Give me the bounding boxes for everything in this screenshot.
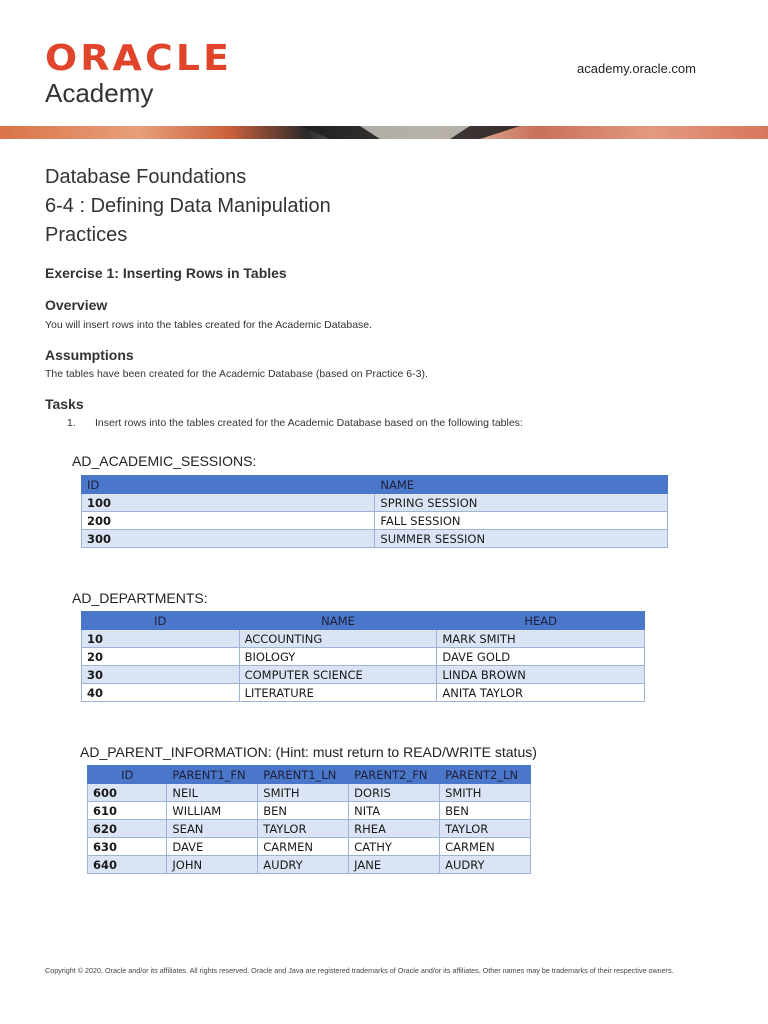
- table-cell: SMITH: [258, 784, 349, 802]
- column-header: HEAD: [437, 612, 645, 630]
- table-header-row: [82, 476, 668, 494]
- column-header: PARENT2_LN: [440, 766, 531, 784]
- table-cell: LINDA BROWN: [437, 666, 645, 684]
- table-cell: SUMMER SESSION: [375, 530, 668, 548]
- tasks-heading: Tasks: [45, 396, 84, 412]
- logo-academy-text: Academy: [45, 78, 154, 108]
- table-cell: ACCOUNTING: [239, 630, 437, 648]
- page-title: [45, 163, 331, 250]
- table-cell: 100: [82, 494, 375, 512]
- table-cell: RHEA: [349, 820, 440, 838]
- table-cell: JOHN: [167, 856, 258, 874]
- table-cell: CARMEN: [440, 838, 531, 856]
- table-cell: 300: [82, 530, 375, 548]
- table-cell: FALL SESSION: [375, 512, 668, 530]
- table-row: [88, 820, 531, 838]
- table-cell: BIOLOGY: [239, 648, 437, 666]
- table-cell: DAVE: [167, 838, 258, 856]
- title-line-2: 6-4 : Defining Data Manipulation: [45, 195, 331, 217]
- table-cell: LITERATURE: [239, 684, 437, 702]
- table-cell: 30: [82, 666, 240, 684]
- table-cell: CARMEN: [258, 838, 349, 856]
- title-line-1: Database Foundations: [45, 166, 247, 188]
- decorative-banner: [0, 126, 768, 139]
- table-cell: BEN: [258, 802, 349, 820]
- copyright-footer: Copyright © 2020, Oracle and/or its affiliates. All rights reserved. Oracle and Java are registered trademarks of Oracle and/or its affiliates. Other names may be trademarks of their respective owners.: [45, 966, 674, 975]
- departments-table: [81, 611, 645, 702]
- parents-table-label: AD_PARENT_INFORMATION: (Hint: must return to READ/WRITE status): [80, 744, 537, 760]
- table-cell: JANE: [349, 856, 440, 874]
- table-cell: 630: [88, 838, 167, 856]
- table-row: [82, 684, 645, 702]
- table-cell: NITA: [349, 802, 440, 820]
- table-cell: DORIS: [349, 784, 440, 802]
- table-row: [88, 856, 531, 874]
- table-row: [82, 648, 645, 666]
- column-header: PARENT1_FN: [167, 766, 258, 784]
- column-header: PARENT1_LN: [258, 766, 349, 784]
- task-number: 1.: [67, 417, 76, 429]
- table-cell: CATHY: [349, 838, 440, 856]
- logo-oracle-text: ORACLE: [45, 38, 233, 79]
- overview-heading: Overview: [45, 297, 108, 313]
- table-cell: COMPUTER SCIENCE: [239, 666, 437, 684]
- overview-text: You will insert rows into the tables created for the Academic Database.: [45, 319, 373, 331]
- table-row: [82, 630, 645, 648]
- parents-table: [87, 765, 531, 874]
- table-cell: AUDRY: [258, 856, 349, 874]
- title-line-3: Practices: [45, 224, 128, 246]
- table-cell: WILLIAM: [167, 802, 258, 820]
- table-cell: AUDRY: [440, 856, 531, 874]
- table-row: [88, 838, 531, 856]
- table-cell: TAYLOR: [440, 820, 531, 838]
- column-header: ID: [82, 476, 375, 494]
- table-row: [88, 784, 531, 802]
- table-cell: 600: [88, 784, 167, 802]
- table-cell: SPRING SESSION: [375, 494, 668, 512]
- table-header-row: [88, 766, 531, 784]
- table-cell: TAYLOR: [258, 820, 349, 838]
- task-text: Insert rows into the tables created for the Academic Database based on the following tables:: [95, 417, 523, 429]
- table-cell: 610: [88, 802, 167, 820]
- table-row: [82, 666, 645, 684]
- table-cell: 640: [88, 856, 167, 874]
- column-header: PARENT2_FN: [349, 766, 440, 784]
- exercise-heading: Exercise 1: Inserting Rows in Tables: [45, 265, 287, 281]
- table-row: [88, 802, 531, 820]
- table-header-row: [82, 612, 645, 630]
- table-row: [82, 512, 668, 530]
- departments-table-label: AD_DEPARTMENTS:: [72, 590, 208, 606]
- table-cell: SEAN: [167, 820, 258, 838]
- table-cell: 40: [82, 684, 240, 702]
- assumptions-heading: Assumptions: [45, 347, 134, 363]
- table-row: [82, 530, 668, 548]
- table-cell: 200: [82, 512, 375, 530]
- column-header: NAME: [239, 612, 437, 630]
- column-header: NAME: [375, 476, 668, 494]
- assumptions-text: The tables have been created for the Academic Database (based on Practice 6-3).: [45, 368, 428, 380]
- column-header: ID: [88, 766, 167, 784]
- table-cell: 20: [82, 648, 240, 666]
- table-cell: 620: [88, 820, 167, 838]
- table-cell: DAVE GOLD: [437, 648, 645, 666]
- table-row: [82, 494, 668, 512]
- table-cell: 10: [82, 630, 240, 648]
- table-cell: MARK SMITH: [437, 630, 645, 648]
- site-url: academy.oracle.com: [577, 61, 696, 76]
- table-cell: NEIL: [167, 784, 258, 802]
- table-cell: BEN: [440, 802, 531, 820]
- oracle-academy-logo: [45, 38, 233, 108]
- column-header: ID: [82, 612, 240, 630]
- sessions-table: [81, 475, 668, 548]
- table-cell: ANITA TAYLOR: [437, 684, 645, 702]
- table-cell: SMITH: [440, 784, 531, 802]
- sessions-table-label: AD_ACADEMIC_SESSIONS:: [72, 453, 257, 469]
